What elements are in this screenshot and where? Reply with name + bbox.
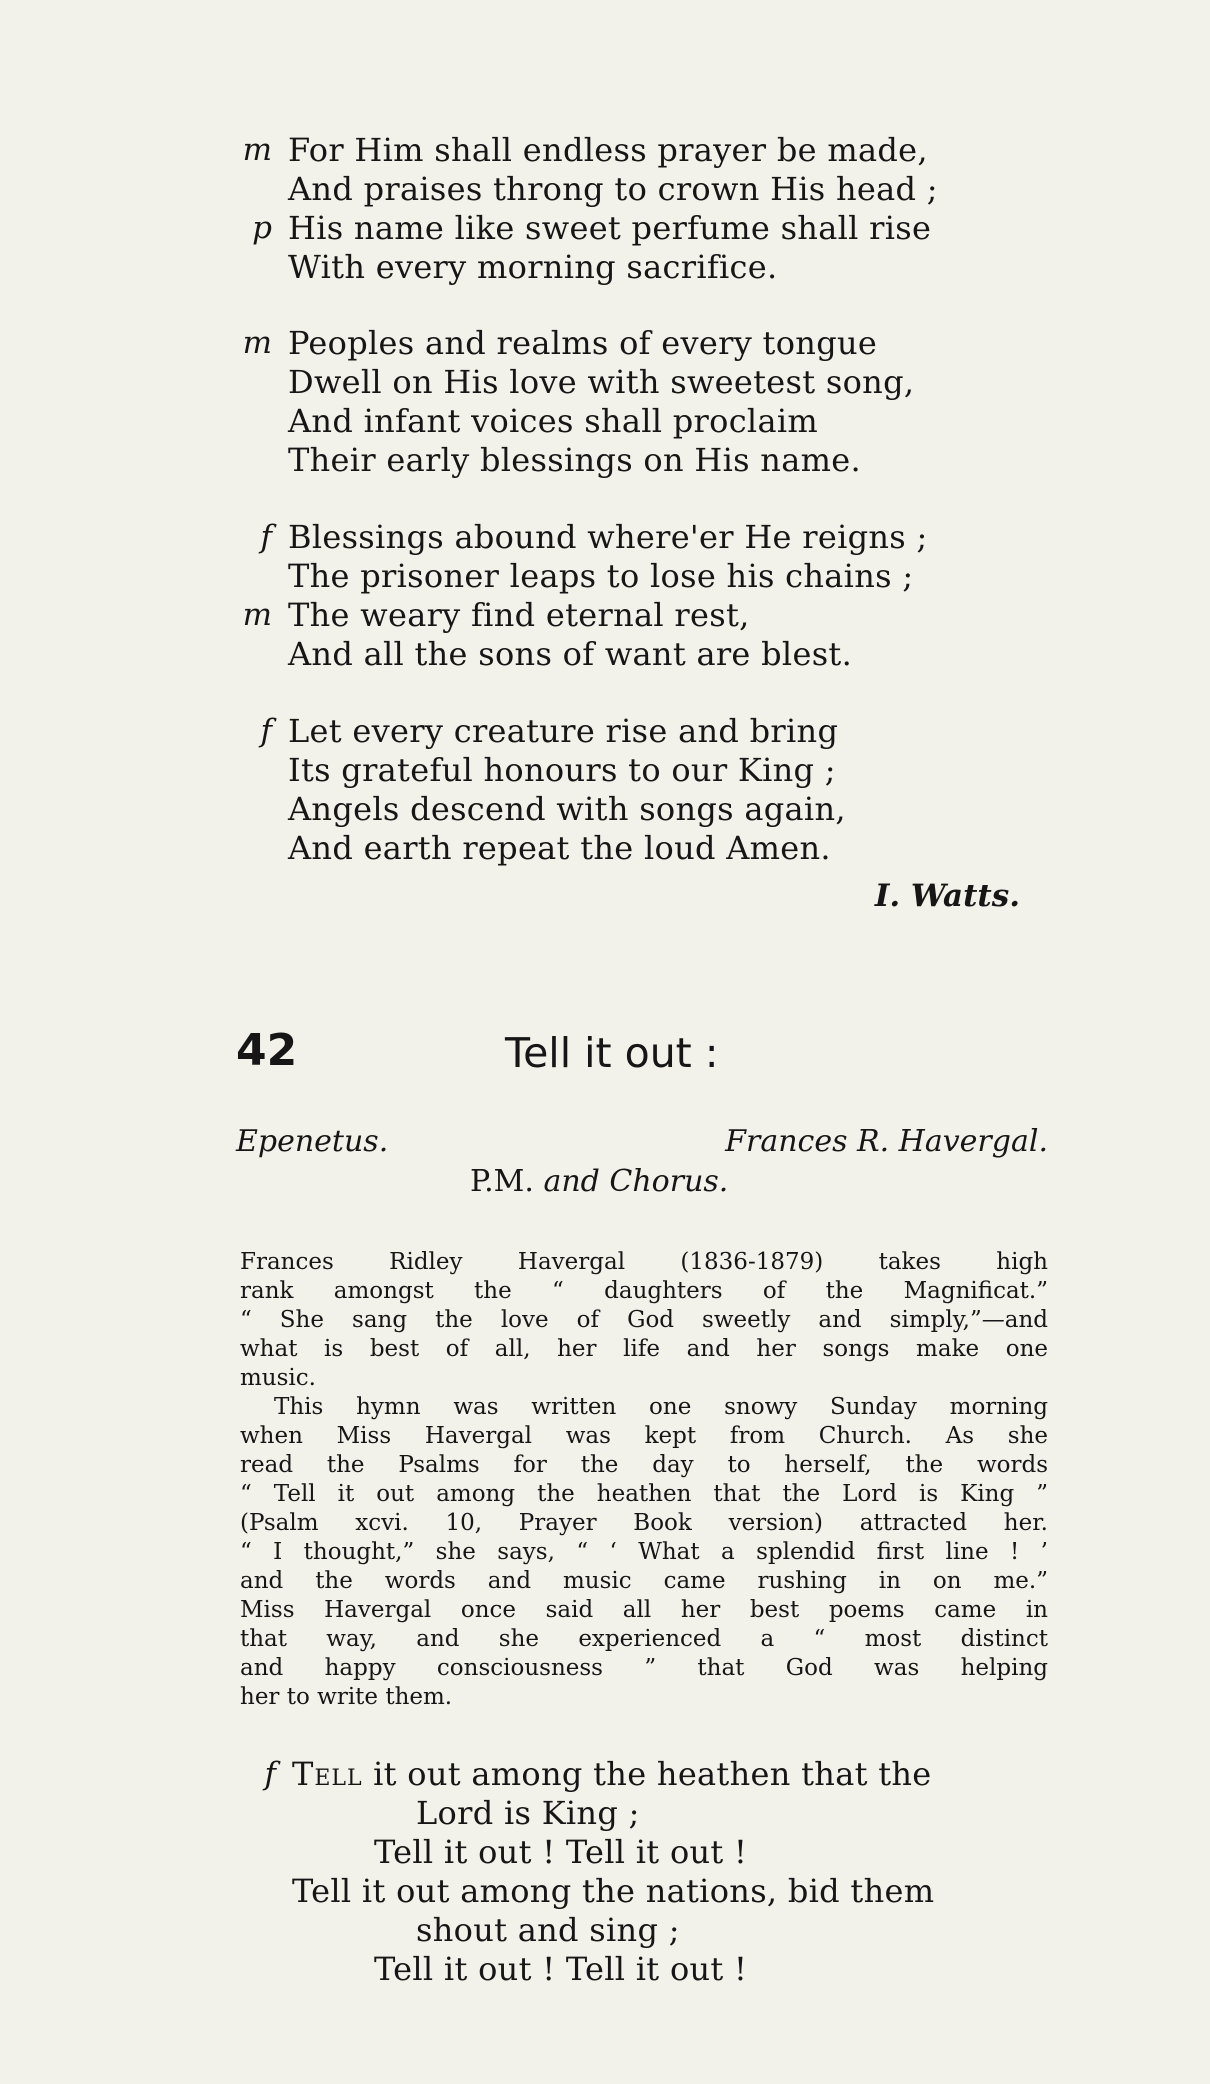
- dynamic-mark: m: [242, 132, 272, 168]
- line-text: For Him shall endless prayer be made,: [288, 131, 928, 169]
- line-text: Let every creature rise and bring: [288, 712, 839, 750]
- meter-label: P.M.: [470, 1164, 534, 1199]
- note-line: “ She sang the love of God sweetly and simply,”—and: [240, 1307, 1048, 1333]
- line-text: Dwell on His love with sweetest song,: [288, 363, 915, 401]
- note-line: This hymn was written one snowy Sunday morning: [274, 1394, 1048, 1420]
- line-text: Its grateful honours to our King ;: [288, 751, 836, 789]
- line-text: With every morning sacrifice.: [288, 248, 778, 286]
- line-text: Peoples and realms of every tongue: [288, 324, 878, 362]
- note-line: music.: [240, 1365, 316, 1391]
- dynamic-mark: p: [252, 210, 272, 246]
- note-line: that way, and she experienced a “ most distinct: [240, 1626, 1048, 1652]
- dynamic-mark: m: [242, 597, 272, 633]
- note-line: what is best of all, her life and her songs make one: [240, 1336, 1048, 1362]
- hymn-number: 42: [236, 1025, 298, 1076]
- line-text: The prisoner leaps to lose his chains ;: [288, 557, 914, 595]
- dynamic-mark: m: [242, 325, 272, 361]
- note-line: “ Tell it out among the heathen that the Lord is King ”: [240, 1481, 1048, 1507]
- line-text: And earth repeat the loud Amen.: [288, 829, 831, 867]
- meter-chorus: and Chorus.: [543, 1164, 729, 1199]
- line-text: it out among the heathen that the: [373, 1755, 932, 1793]
- line-text: Angels descend with songs again,: [288, 790, 846, 828]
- line-text: And all the sons of want are blest.: [288, 635, 853, 673]
- note-line: and the words and music came rushing in on me.”: [240, 1568, 1048, 1594]
- line-text: Blessings abound where'er He reigns ;: [288, 518, 928, 556]
- line-text: Their early blessings on His name.: [288, 441, 861, 479]
- hymn-meter: [470, 1162, 728, 1202]
- line-text: The weary find eternal rest,: [288, 596, 750, 634]
- line-text: And infant voices shall proclaim: [288, 402, 819, 440]
- verse-line: [292, 1754, 932, 1794]
- dynamic-mark: f: [264, 1756, 276, 1792]
- verse-line: Tell it out among the nations, bid them: [292, 1872, 935, 1910]
- dynamic-mark: f: [260, 713, 272, 749]
- note-line: “ I thought,” she says, “ ‘ What a splendid first line ! ’: [240, 1539, 1048, 1565]
- line-text: And praises throng to crown His head ;: [288, 170, 938, 208]
- line-text: His name like sweet perfume shall rise: [288, 209, 932, 247]
- note-line: Miss Havergal once said all her best poems came in: [240, 1597, 1048, 1623]
- note-line: and happy consciousness ” that God was helping: [240, 1655, 1048, 1681]
- note-line: Frances Ridley Havergal (1836-1879) takes high: [240, 1249, 1048, 1275]
- hymn-author: Frances R. Havergal.: [725, 1124, 1048, 1159]
- dynamic-mark: f: [260, 519, 272, 555]
- note-line: when Miss Havergal was kept from Church. As she: [240, 1423, 1048, 1449]
- tune-name: Epenetus.: [236, 1124, 389, 1159]
- note-line: read the Psalms for the day to herself, the words: [240, 1452, 1048, 1478]
- note-line: her to write them.: [240, 1684, 453, 1710]
- verse-line: Lord is King ;: [416, 1794, 640, 1832]
- note-line: rank amongst the “ daughters of the Magnificat.”: [240, 1278, 1048, 1304]
- first-word: Tell: [292, 1755, 363, 1793]
- note-line: (Psalm xcvi. 10, Prayer Book version) attracted her.: [240, 1510, 1048, 1536]
- hymn-note: [240, 1248, 1048, 1712]
- verse-line: Tell it out ! Tell it out !: [374, 1833, 748, 1871]
- verse-line: shout and sing ;: [416, 1911, 680, 1949]
- hymn-title: Tell it out :: [505, 1029, 719, 1077]
- hymn-attribution: I. Watts.: [874, 878, 1020, 914]
- verse-line: Tell it out ! Tell it out !: [374, 1950, 748, 1988]
